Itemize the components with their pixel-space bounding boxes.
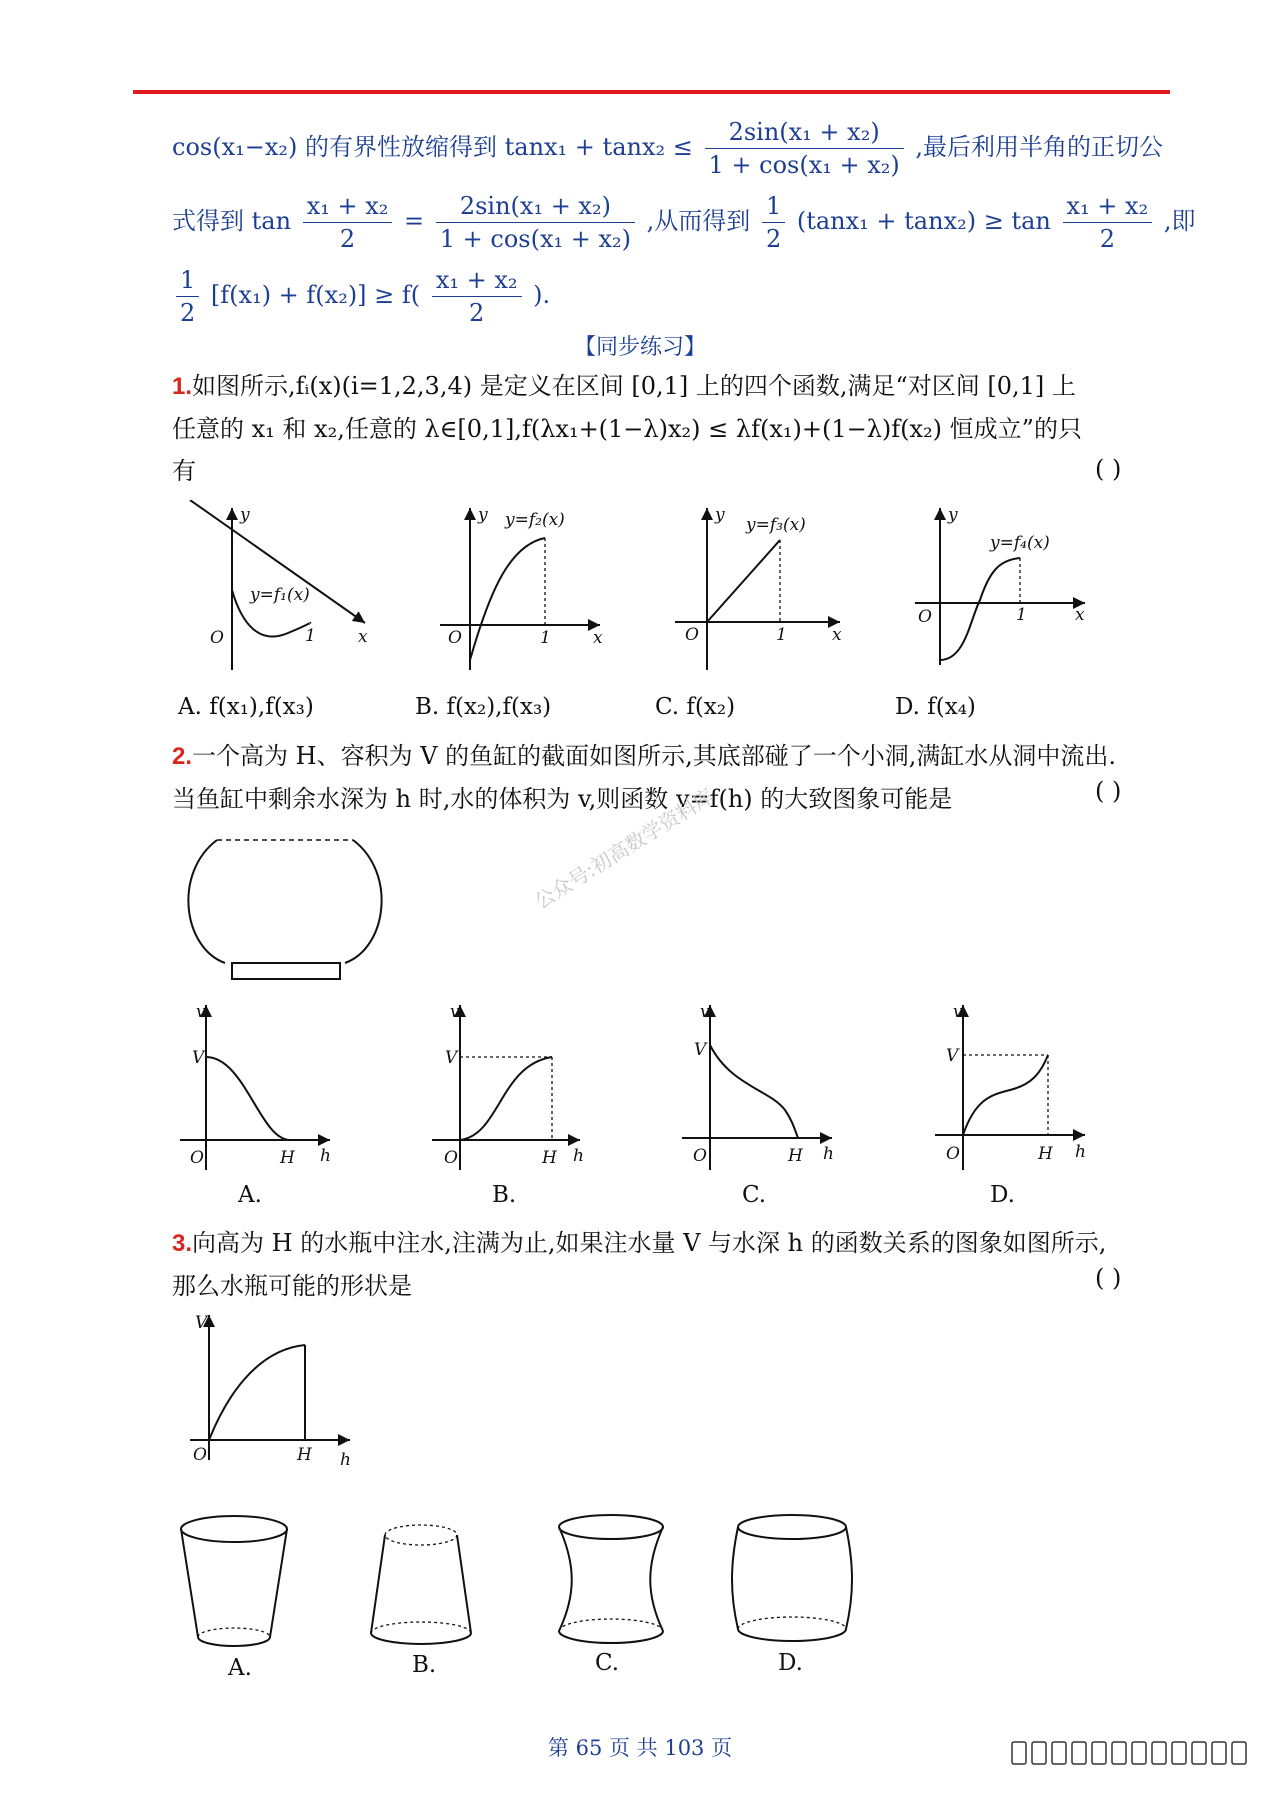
question-1-line-1: 1.如图所示,fᵢ(x)(i=1,2,3,4) 是定义在区间 [0,1] 上的四个函数,满足“对区间 [0,1] 上 (172, 372, 1076, 400)
fraction: $\frac{\text{x₁ + x₂}}{2}$ (1063, 192, 1153, 253)
q1-option-b[interactable]: B. f(x₂),f(x₃) (415, 694, 552, 720)
axis-y-label: v (953, 1002, 963, 1022)
bottle-c (559, 1515, 663, 1643)
watermark-text: 公众号:初高数学资料库 (530, 783, 719, 914)
section-title: 【同步练习】 (573, 335, 706, 360)
signal-bars-icon (1010, 1738, 1250, 1768)
axis-x-label: x (832, 625, 842, 645)
axis-y-label: V (195, 1313, 208, 1333)
origin-label: O (190, 1148, 204, 1168)
fraction: $\frac{\text{x₁ + x₂}}{2}$ (432, 266, 522, 327)
h-mark: H (788, 1146, 803, 1166)
bottle-b (371, 1525, 471, 1644)
axis-y-label: y (948, 505, 958, 525)
fraction: $\frac{\text{2sin(x₁ + x₂)}}{\text{1 + cos(x₁ + x₂)}}$ (436, 192, 635, 253)
fraction: $\frac{1}{2}$ (762, 192, 785, 253)
question-1-line-2: 任意的 x₁ 和 x₂,任意的 λ∈[0,1],f(λx₁+(1−λ)x₂) ≤ λf(x₁)+(1−λ)f(x₂) 恒成立”的只 (172, 415, 1082, 443)
tick-label: 1 (776, 625, 787, 645)
intro-text: = (404, 207, 425, 235)
intro-text: cos(x₁−x₂) 的有界性放缩得到 tanx₁ + tanx₂ ≤ (172, 133, 693, 161)
graph-b (432, 1005, 580, 1170)
axis-y-label: v (450, 1002, 460, 1022)
intro-text: (tanx₁ + tanx₂) ≥ tan (796, 207, 1051, 235)
header-rule (133, 90, 1170, 94)
v-mark: V (694, 1040, 707, 1060)
q3-option-a[interactable]: A. (228, 1655, 252, 1681)
intro-text: [f(x₁) + f(x₂)] ≥ f( (210, 281, 421, 309)
tick-label: 1 (540, 628, 551, 648)
question-2-line-2: 当鱼缸中剩余水深为 h 时,水的体积为 v,则函数 v=f(h) 的大致图象可能是 (172, 785, 953, 813)
q2-option-c[interactable]: C. (742, 1182, 767, 1208)
question-1 (172, 365, 1082, 492)
answer-paren-3[interactable]: ( ) (1095, 1264, 1122, 1292)
q2-option-a[interactable]: A. (238, 1182, 262, 1208)
h-mark: H (280, 1148, 295, 1168)
question-2 (172, 735, 1116, 820)
axis-x-label: h (1075, 1142, 1086, 1162)
curve-label: y=f₃(x) (746, 515, 806, 535)
q1-option-d[interactable]: D. f(x₄) (895, 694, 976, 720)
intro-line-2 (172, 192, 1195, 253)
graph-a (180, 1005, 330, 1170)
intro-line-3 (172, 266, 550, 327)
h-mark: H (297, 1445, 312, 1465)
fraction: $\frac{1}{2}$ (176, 266, 199, 327)
axis-y-label: v (196, 1002, 206, 1022)
q3-graph (185, 1310, 360, 1475)
q2-graphs (170, 995, 1100, 1185)
origin-label: O (448, 628, 462, 648)
bottle-shapes (178, 1505, 868, 1675)
question-1-line-3: 有 (172, 457, 196, 485)
intro-line-1 (172, 118, 1163, 179)
axis-x-label: h (573, 1146, 584, 1166)
origin-label: O (693, 1146, 707, 1166)
answer-paren-1[interactable]: ( ) (1095, 455, 1122, 483)
v-mark: V (192, 1048, 205, 1068)
graph-f2 (440, 508, 600, 670)
q2-option-b[interactable]: B. (492, 1182, 517, 1208)
axis-y-label: v (700, 1002, 710, 1022)
question-3-line-2: 那么水瓶可能的形状是 (172, 1272, 412, 1300)
q1-graphs (180, 500, 1140, 680)
h-mark: H (542, 1148, 557, 1168)
q3-option-c[interactable]: C. (595, 1650, 620, 1676)
fish-tank-figure (185, 828, 390, 988)
origin-label: O (210, 628, 224, 648)
axis-x-label: h (823, 1144, 834, 1164)
bottle-d (732, 1515, 852, 1641)
v-mark: V (946, 1046, 959, 1066)
intro-text: ,最后利用半角的正切公 (915, 133, 1164, 161)
curve-label: y=f₂(x) (505, 510, 565, 530)
question-3-line-1: 3.向高为 H 的水瓶中注水,注满为止,如果注水量 V 与水深 h 的函数关系的图象如图所示, (172, 1229, 1107, 1257)
origin-label: O (946, 1144, 960, 1164)
intro-text: ). (533, 281, 551, 309)
intro-text: ,即 (1163, 207, 1196, 235)
axis-y-label: y (240, 505, 250, 525)
tick-label: 1 (1016, 605, 1027, 625)
q1-option-a[interactable]: A. f(x₁),f(x₃) (178, 694, 314, 720)
axis-x-label: x (1075, 605, 1085, 625)
h-mark: H (1038, 1144, 1053, 1164)
axis-y-label: y (715, 505, 725, 525)
question-2-line-1: 2.一个高为 H、容积为 V 的鱼缸的截面如图所示,其底部碰了一个小洞,满缸水从洞中流出. (172, 742, 1117, 770)
intro-text: 式得到 tan (172, 207, 292, 235)
curve-label: y=f₁(x) (250, 585, 310, 605)
question-3 (172, 1222, 1106, 1307)
answer-paren-2[interactable]: ( ) (1095, 777, 1122, 805)
fraction: $\frac{\text{2sin(x₁ + x₂)}}{\text{1 + cos(x₁ + x₂)}}$ (705, 118, 904, 179)
fraction: $\frac{\text{x₁ + x₂}}{2}$ (303, 192, 393, 253)
intro-text: ,从而得到 (646, 207, 751, 235)
origin-label: O (685, 625, 699, 645)
v-mark: V (445, 1048, 458, 1068)
axis-x-label: h (340, 1450, 351, 1470)
axis-y-label: y (478, 505, 488, 525)
q1-option-c[interactable]: C. f(x₂) (655, 694, 736, 720)
bottle-a (181, 1516, 287, 1646)
origin-label: O (193, 1445, 207, 1465)
page-footer: 第 65 页 共 103 页 (547, 1736, 733, 1760)
graph-f4 (915, 508, 1085, 665)
origin-label: O (918, 607, 932, 627)
axis-x-label: x (593, 628, 603, 648)
curve-label: y=f₄(x) (990, 533, 1050, 553)
axis-x-label: h (320, 1146, 331, 1166)
q3-option-b[interactable]: B. (412, 1652, 437, 1678)
tick-label: 1 (305, 626, 316, 646)
axis-x-label: x (358, 627, 368, 647)
q2-option-d[interactable]: D. (990, 1182, 1015, 1208)
q3-option-d[interactable]: D. (778, 1650, 803, 1676)
origin-label: O (444, 1148, 458, 1168)
